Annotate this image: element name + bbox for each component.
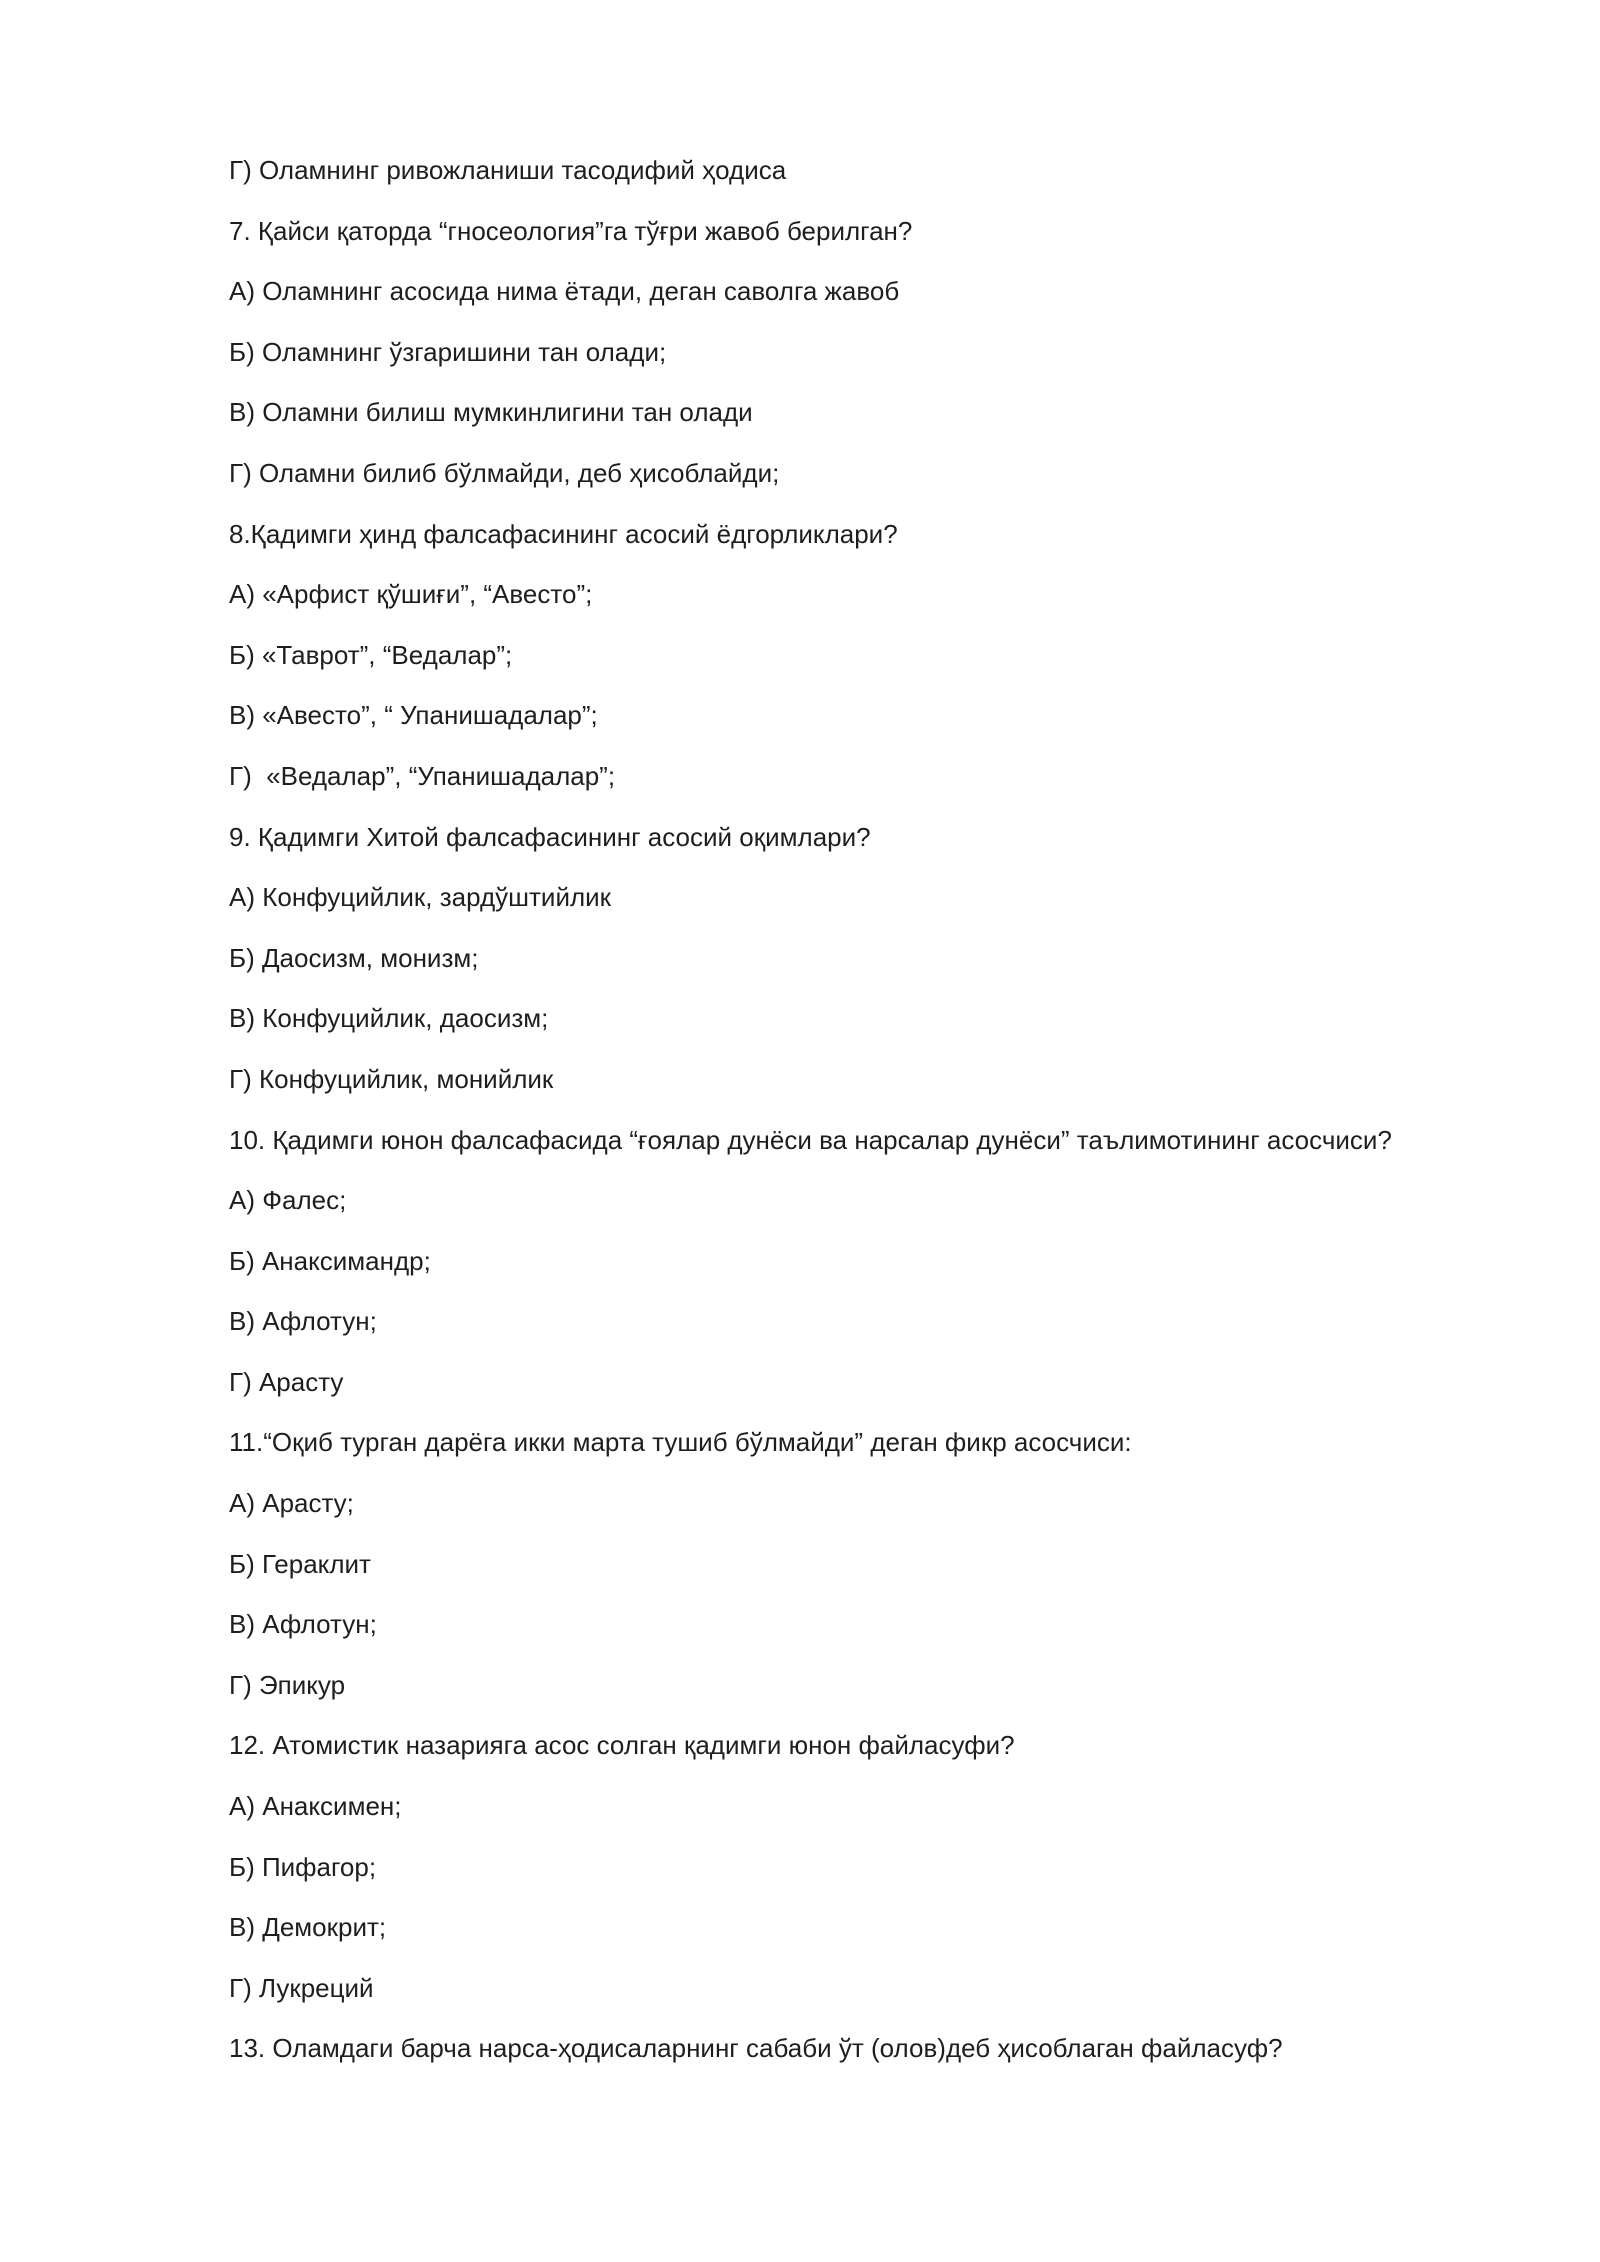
answer-option-g-q12: Г) Лукреций bbox=[229, 1972, 374, 2003]
answer-option-g-q7: Г) Оламни билиб бўлмайди, деб ҳисоблайди; bbox=[229, 457, 780, 488]
answer-option-v-q12: В) Демокрит; bbox=[229, 1912, 387, 1943]
answer-option-a-q12: А) Анаксимен; bbox=[229, 1791, 402, 1822]
answer-option-a-q7: А) Оламнинг асосида нима ётади, деган саволга жавоб bbox=[229, 276, 900, 307]
answer-option-b-q11: Б) Гераклит bbox=[229, 1548, 371, 1579]
answer-option-g-q9: Г) Конфуцийлик, монийлик bbox=[229, 1063, 554, 1094]
question-8: 8.Қадимги ҳинд фалсафасининг асосий ёдгорликлари? bbox=[229, 518, 898, 549]
answer-option-a-q10: А) Фалес; bbox=[229, 1185, 347, 1216]
answer-option-v-q8: В) «Авесто”, “ Упанишадалар”; bbox=[229, 700, 598, 731]
answer-option-g-q8: Г) «Ведалар”, “Упанишадалар”; bbox=[229, 760, 616, 791]
question-13: 13. Оламдаги барча нарса-ҳодисаларнинг сабаби ўт (олов)деб ҳисоблаган файласуф? bbox=[229, 2033, 1283, 2064]
document-body bbox=[229, 150, 1529, 2089]
question-10: 10. Қадимги юнон фалсафасида “ғоялар дунёси ва нарсалар дунёси” таълимотининг асосчиси? bbox=[229, 1124, 1392, 1155]
answer-option-v-q9: В) Конфуцийлик, даосизм; bbox=[229, 1003, 549, 1034]
answer-option-g-q10: Г) Арасту bbox=[229, 1366, 344, 1397]
answer-option-b-q12: Б) Пифагор; bbox=[229, 1851, 377, 1882]
answer-option-a-q9: А) Конфуцийлик, зардўштийлик bbox=[229, 882, 612, 913]
answer-option-g-q6: Г) Оламнинг ривожланиши тасодифий ҳодиса bbox=[229, 155, 787, 185]
answer-option-g-q11: Г) Эпикур bbox=[229, 1669, 346, 1700]
answer-option-v-q10: В) Афлотун; bbox=[229, 1306, 377, 1337]
answer-option-v-q7: В) Оламни билиш мумкинлигини тан олади bbox=[229, 397, 753, 428]
answer-option-v-q11: В) Афлотун; bbox=[229, 1609, 377, 1640]
question-11: 11.“Оқиб турган дарёга икки марта тушиб бўлмайди” деган фикр асосчиси: bbox=[229, 1427, 1132, 1458]
question-9: 9. Қадимги Хитой фалсафасининг асосий оқимлари? bbox=[229, 821, 871, 852]
answer-option-a-q8: А) «Арфист қўшиғи”, “Авесто”; bbox=[229, 579, 593, 610]
answer-option-b-q7: Б) Оламнинг ўзгаришини тан олади; bbox=[229, 336, 667, 367]
question-12: 12. Атомистик назарияга асос солган қадимги юнон файласуфи? bbox=[229, 1730, 1015, 1761]
answer-option-b-q8: Б) «Таврот”, “Ведалар”; bbox=[229, 639, 513, 670]
question-7: 7. Қайси қаторда “гносеология”га тўғри жавоб берилган? bbox=[229, 215, 913, 246]
answer-option-a-q11: А) Арасту; bbox=[229, 1488, 354, 1519]
answer-option-b-q10: Б) Анаксимандр; bbox=[229, 1245, 431, 1276]
answer-option-b-q9: Б) Даосизм, монизм; bbox=[229, 942, 479, 973]
